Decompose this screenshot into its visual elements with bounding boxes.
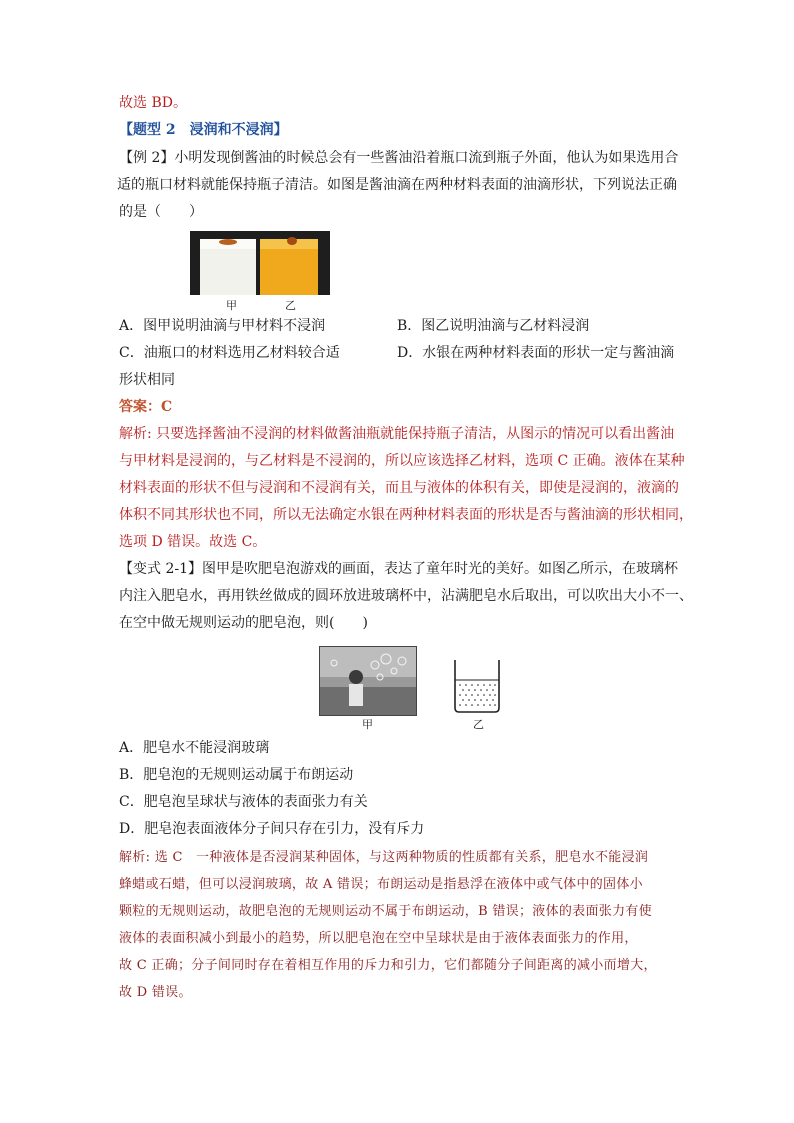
answer-label: 答案： — [119, 399, 161, 415]
answer-line — [119, 394, 172, 421]
variant-line-2: 内注入肥皂水，再用铁丝做成的圆环放进玻璃杯中，沾满肥皂水后取出，可以吹出大小不一、 — [119, 588, 693, 604]
variant-line-1: 【变式 2-1】图甲是吹肥皂泡游戏的画面，表达了童年时光的美好。如图乙所示，在玻璃杯 — [119, 561, 678, 577]
solution-line-4: 液体的表面积减小到最小的趋势，所以肥皂泡在空中呈球状是由于液体表面张力的作用， — [119, 931, 638, 946]
solution-line-5: 故 C 正确；分子间同时存在着相互作用的斥力和引力，它们都随分子间距离的减小而增大， — [119, 958, 657, 973]
option-a: A．图甲说明油滴与甲材料不浸润 — [119, 318, 326, 334]
example-2-line-2: 适的瓶口材料就能保持瓶子清洁。如图是酱油滴在两种材料表面的油滴形状，下列说法正确 — [117, 177, 677, 193]
section-heading: 【题型 2 浸润和不浸润】 — [119, 122, 288, 138]
variant-option-d: D．肥皂泡表面液体分子间只存在引力，没有斥力 — [119, 821, 425, 837]
explanation-line-5: 选项 D 错误。故选 C。 — [119, 534, 267, 550]
explanation-line-4: 体积不同其形状也不同，所以无法确定水银在两种材料表面的形状是否与酱油滴的形状相同， — [119, 507, 693, 523]
material-blocks-image — [190, 231, 330, 295]
variant-option-a: A．肥皂水不能浸润玻璃 — [119, 740, 270, 756]
answer-value: C — [161, 399, 173, 415]
figure-1-caption-b: 乙 — [285, 299, 296, 312]
solution-line-2: 蜂蜡或石蜡，但可以浸润玻璃，故 A 错误；布朗运动是指悬浮在液体中或气体中的固体小 — [119, 877, 643, 892]
solution-line-6: 故 D 错误。 — [119, 985, 192, 1000]
option-d: D．水银在两种材料表面的形状一定与酱油滴 — [397, 345, 675, 361]
option-c: C．油瓶口的材料选用乙材料较合适 — [119, 345, 340, 361]
figure-2-caption-b: 乙 — [473, 718, 484, 731]
option-b: B．图乙说明油滴与乙材料浸润 — [397, 318, 590, 334]
example-2-line-1: 【例 2】小明发现倒酱油的时候总会有一些酱油沿着瓶口流到瓶子外面，他认为如果选用合 — [119, 150, 679, 166]
bubble-photo-image — [320, 647, 416, 715]
solution-line-1: 解析: 选 C 一种液体是否浸润某种固体，与这两种物质的性质都有关系，肥皂水不能浸润 — [119, 850, 649, 865]
variant-label: 【变式 2-1】 — [119, 561, 202, 577]
figure-1-caption-a: 甲 — [226, 299, 237, 312]
explanation-line-2: 与甲材料是浸润的，与乙材料是不浸润的，所以应该选择乙材料，选项 C 正确。液体在某种 — [119, 453, 685, 469]
variant-option-c: C．肥皂泡呈球状与液体的表面张力有关 — [119, 794, 368, 810]
prev-answer: 故选 BD。 — [119, 95, 187, 111]
explanation-line-3: 材料表面的形状不但与浸润和不浸润有关，而且与液体的体积有关，即使是浸润的，液滴的 — [119, 480, 679, 496]
variant-line-3: 在空中做无规则运动的肥皂泡，则( ) — [119, 615, 368, 631]
explanation-line-1: 解析: 只要选择酱油不浸润的材料做酱油瓶就能保持瓶子清洁，从图示的情况可以看出酱油 — [119, 426, 675, 442]
material-blocks-figure — [190, 231, 330, 295]
solution-line-3: 颗粒的无规则运动，故肥皂泡的无规则运动不属于布朗运动，B 错误；液体的表面张力有使 — [119, 904, 652, 919]
example-2-label: 【例 2】 — [119, 150, 175, 166]
figure-2-caption-a: 甲 — [362, 718, 373, 731]
example-2-line-3: 的是（ ） — [119, 204, 203, 220]
bubble-photo-figure — [319, 646, 417, 716]
beaker-icon — [452, 658, 502, 714]
option-d-cont: 形状相同 — [119, 372, 175, 388]
variant-option-b: B．肥皂泡的无规则运动属于布朗运动 — [119, 767, 354, 783]
